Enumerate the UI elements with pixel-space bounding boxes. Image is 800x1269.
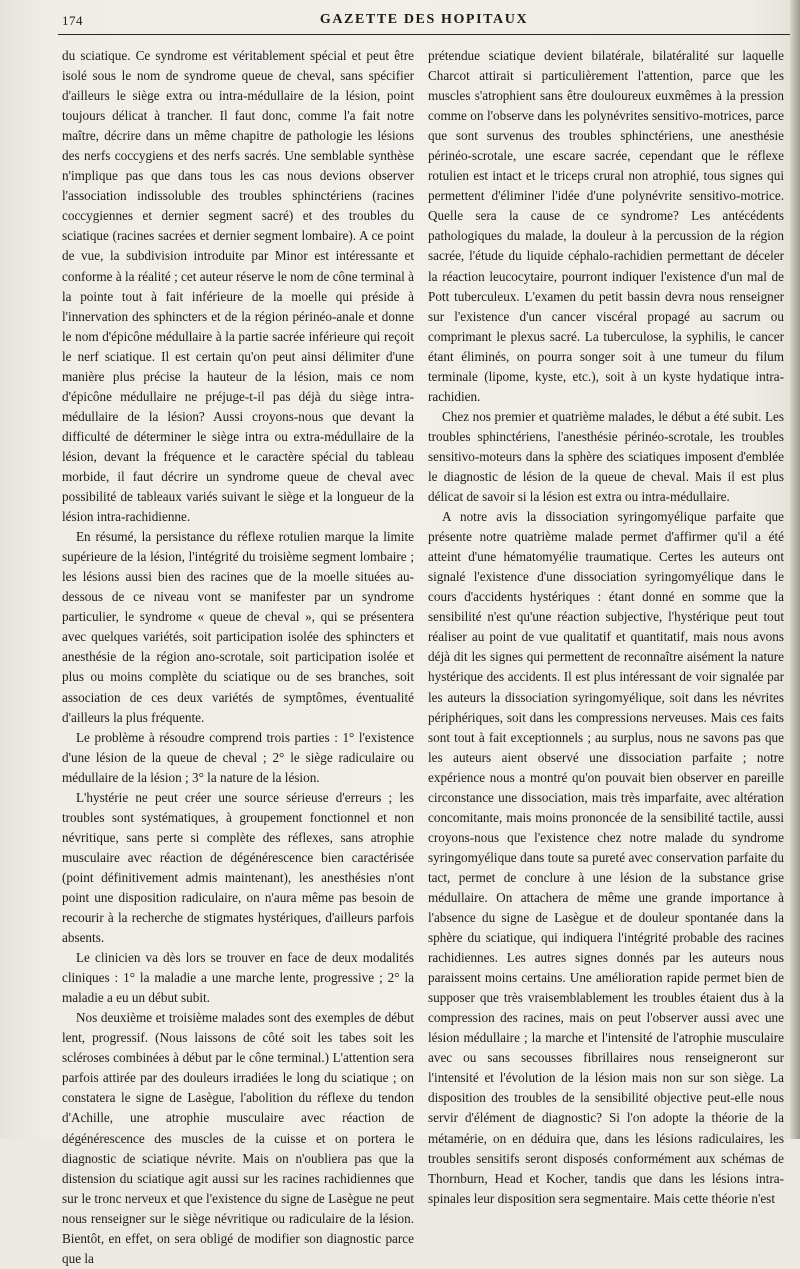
paragraph: L'hystérie ne peut créer une source sérieuse d'erreurs ; les troubles sont systématiques, à groupement fonctionnel et non névritique, sans perte si complète des réflexes, sans atrophie musculaire avec réaction de dégénérescence bien caractérisée (point définitivement admis maintenant), les anesthésies n'ont point une disposition radiculaire, on n'aura même pas besoin de recourir à la recherche de stigmates hystériques, d'ailleurs parfois absents.	[62, 789, 414, 946]
paragraph: En résumé, la persistance du réflexe rotulien marque la limite supérieure de la lésion, l'intégrité du troisième segment lombaire ; les lésions aussi bien des racines que de la moelle situées au-dessous de ce niveau vont se manifester par un syndrome particulier, le syndrome « queue de cheval », qui se présentera avec quelques variétés, soit participation isolée des sphincters et anesthésie de la région ano-scrotale, soit participation isolée et plus ou moins complète du sciatique ou de ses branches, soit association de ces deux variétés de symptômes, éventualité d'ailleurs la plus fréquente.	[62, 529, 414, 725]
paragraph: Nos deuxième et troisième malades sont des exemples de début lent, progressif. (Nous laissons de côté soit les tabes soit les scléroses combinées à début par le cône terminal.) L'attention sera parfois attirée par des douleurs irradiées le long du sciatique ; on constatera le signe de Lasègue, l'abolition du réflexe du tendon d'Achille, une atrophie musculaire avec réaction de dégénérescence des muscles de la cuisse et on portera le diagnostic de sciatique névrite. Mais on n'oubliera pas que la distension du sciatique agit aussi sur les racines rachidiennes que sur le tronc nerveux et que l'existence du signe de Lasègue ne peut nous renseigner sur le siège névritique ou radiculaire de la lésion. Bientôt, en effet, on sera obligé de modifier son diagnostic parce que la	[62, 1010, 414, 1266]
page-header	[58, 8, 790, 35]
paragraph: A notre avis la dissociation syringomyélique parfaite que présente notre quatrième malade permet d'affirmer qu'il a été atteint d'une hématomyélie traumatique. Certes les auteurs ont signalé l'existence d'une dissociation syringomyélique dans le cours d'accidents hystériques : étant donné en somme que la sensibilité n'est qu'une réaction subjective, l'hystérique peut tout réaliser au point de vue qualitatif et quantitatif, mais nous avons déjà dit les signes qui permettent de reconnaître aisément la nature hystérique des accidents. Il est plus intéressant de voir signalée par les auteurs la dissociation syringomyélique, soit dans les névrites périphériques, soit dans les compressions nerveuses. Mais ces faits sont tout à fait exceptionnels ; au surplus, nous ne savons pas que les auteurs aient observé une dissociation parfaite ; notre expérience nous a montré qu'on pouvait bien observer en pareille circonstance une dissociation, mais très imparfaite, avec altération concomitante, mais moins prononcée de la sensibilité tactile, aussi croyons-nous que l'existence chez notre malade du syndrome syringomyélique dans toute sa pureté avec conservation parfaite du tact, permet de conclure à une lésion de la substance grise médullaire. On attachera de même une grande importance à l'absence du signe de Lasègue et de douleur spontanée dans la sphère du sciatique, qui indiquera l'intégrité probable des racines rachidiennes. Les autres signes donnés par les auteurs nous paraissent moins certains. Une amélioration rapide permet bien de supposer que très vraisemblablement les troubles étaient dus à la compression des racines, mais on peut l'observer aussi avec une lésion médullaire ; la marche et l'intensité de l'atrophie musculaire avec ou sans secousses fibrillaires nous renseigneront sur l'intensité et l'évolution de la lésion mais non sur son siège. La disposition des troubles de la sensibilité objective peut-elle nous servir d'élément de diagnostic? Si l'on adopte la théorie de la métamérie, on en déduira que, dans les lésions radiculaires, les troubles sensitifs seront disposés conformément aux schémas de Thornburn, Head et Kocher, tandis que dans les lésions intra-spinales leur disposition sera segmentaire. Mais cette théorie n'est	[428, 509, 784, 1206]
page-edge-shadow	[790, 0, 800, 1139]
journal-title: GAZETTE DES HOPITAUX	[319, 12, 529, 27]
paragraph: Le problème à résoudre comprend trois parties : 1° l'existence d'une lésion de la queue de cheval ; 2° le siège radiculaire ou médullaire de la lésion ; 3° la nature de la lésion.	[62, 729, 414, 785]
paragraph: prétendue sciatique devient bilatérale, bilatéralité sur laquelle Charcot attirait si particulièrement l'attention, parce que les muscles s'atrophient sans être douloureux euxmêmes à la pression comme on l'observe dans les polynévrites sensitivo-motrices, parce que sont survenus des troubles sphinctériens, une anesthésie périnéo-scrotale, une escare sacrée, cependant que le réflexe rotulien est intact et le triceps crural non atrophié, tous signes qui permettent d'éliminer l'idée d'une polynévrite sensitivo-motrice. Quelle sera la cause de ce syndrome? Les antécédents pathologiques du malade, la douleur à la percussion de la région sacrée, l'étude du liquide céphalo-rachidien permettant de déceler la réaction leucocytaire, pourront indiquer l'existence d'un mal de Pott tuberculeux. L'examen du petit bassin devra nous renseigner sur l'existence d'un cancer viscéral propagé au sacrum ou comprimant le plexus sacré. La tuberculose, la syphilis, le cancer étant éliminés, on pourra songer soit à une tumeur du filum terminale (lipome, kyste, etc.), soit à un kyste hydatique intra-rachidien.	[428, 48, 784, 404]
right-column	[428, 46, 784, 1209]
paragraph: Chez nos premier et quatrième malades, le début a été subit. Les troubles sphinctériens, l'anesthésie périnéo-scrotale, les troubles sensitivo-moteurs dans la sphère des sciatiques imposent d'emblée le diagnostic de lésion de la queue de cheval. Mais il est plus délicat de savoir si la lésion est extra ou intra-médullaire.	[428, 408, 784, 505]
page-number: 174	[62, 13, 83, 28]
paragraph: du sciatique. Ce syndrome est véritablement spécial et peut être isolé sous le nom de syndrome queue de cheval, sans spécifier d'ailleurs le siège extra ou intra-médullaire de la lésion, point toujours délicat à trancher. Il faut donc, comme l'a fait notre maître, décrire dans un même chapitre de pathologie les lésions des nerfs coccygiens et des nerfs sacrés. Une semblable synthèse n'implique pas que dans tous les cas nous devions observer l'association indissoluble des troubles sphinctériens (racines coccygiennes et dernier segment sacré) et des troubles du sciatique (racines sacrées et dernier segment lombaire). A ce point de vue, la subdivision introduite par Minor est intéressante et conforme à la réalité ; cet auteur réserve le nom de cône terminal à la pointe tout à fait inférieure de la moelle qui préside à l'innervation des sphincters et de la région périnéo-anale et donne le nom d'épicône médullaire à la partie sacrée inférieure qui reçoit le nerf sciatique. Il est certain qu'on peut ainsi délimiter d'une manière plus précise la hauteur de la lésion, mais ce nom d'épicône médullaire ne préjuge-t-il pas déjà du siège intra-médullaire de la lésion? Aussi croyons-nous que devant la difficulté de déterminer le siège intra ou extra-médullaire de la lésion, devant la fréquence et le caractère spécial du tableau morbide, il faut décrire un syndrome queue de cheval avec possibilité de tableaux variés suivant le siège et la longueur de la lésion intra-rachidienne.	[62, 48, 414, 525]
left-column	[62, 46, 414, 1269]
paragraph: Le clinicien va dès lors se trouver en face de deux modalités cliniques : 1° la maladie a une marche lente, progressive ; 2° la maladie a eu un début subit.	[62, 950, 414, 1006]
